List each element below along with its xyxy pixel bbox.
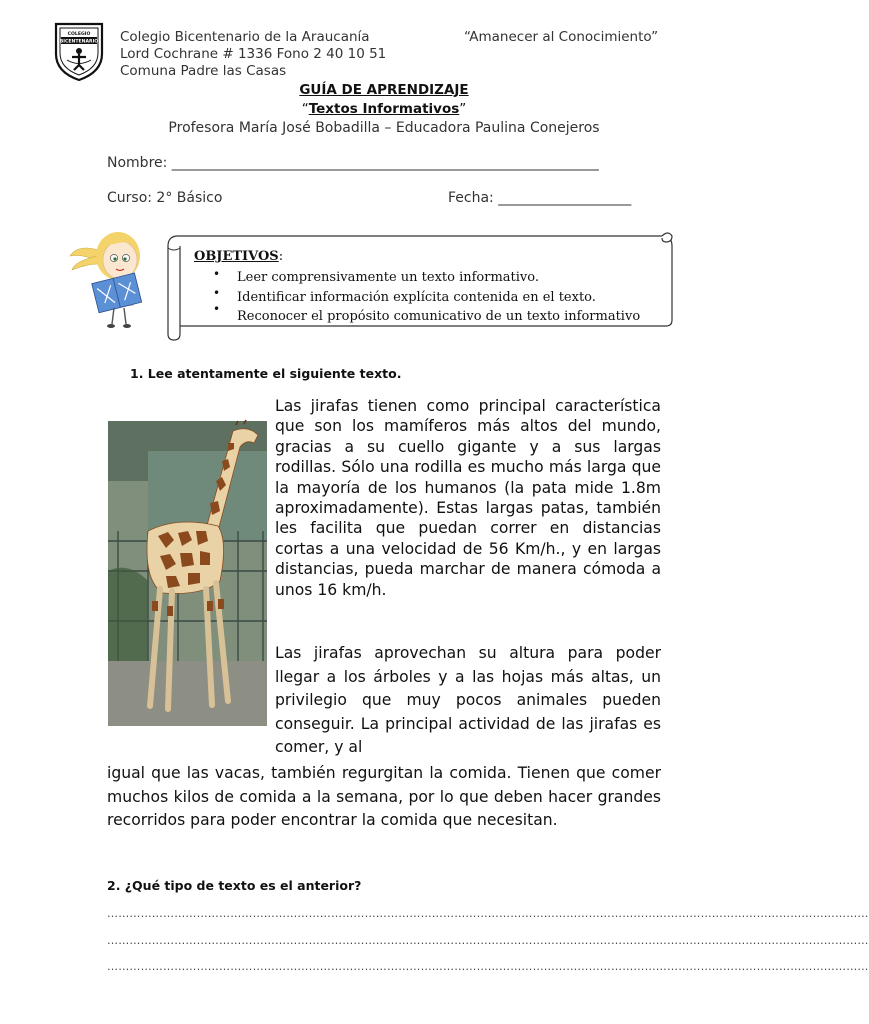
guide-subtitle: Textos Informativos <box>308 101 460 117</box>
question-2: 2. ¿Qué tipo de texto es el anterior? <box>107 878 362 893</box>
text-paragraph-1: Las jirafas tienen como principal característica que son los mamíferos más altos del mundo, gracias a su cuello gigante y a sus largas rodillas. Sólo una rodilla es mucho más larga que la mayoría de los humanos (la pata mide 1.8m aproximadamente). Estas largas patas, también les facilita que puedan correr en distancias cortas a una velocidad de 56 Km/h., y en largas distancias, pueda marchar de manera cómoda a unos 16 km/h. <box>275 397 661 599</box>
close-quote: ” <box>459 101 467 117</box>
open-quote: “ <box>301 101 309 117</box>
objectives-title: OBJETIVOS: <box>194 249 284 264</box>
giraffe-photo <box>108 421 267 726</box>
bullet-icon: • <box>213 302 221 316</box>
bullet-icon: • <box>213 286 221 300</box>
name-field[interactable]: Nombre: _____________________________________________________________ <box>107 155 599 171</box>
objectives-scroll-banner <box>162 228 676 344</box>
objective-item: Identificar información explícita contenida en el texto. <box>237 290 596 305</box>
objective-item: Reconocer el propósito comunicativo de un texto informativo <box>237 309 641 324</box>
guide-subtitle-line <box>0 101 768 117</box>
question-1: 1. Lee atentamente el siguiente texto. <box>130 366 402 381</box>
text-paragraph-3: igual que las vacas, también regurgitan la comida. Tienen que comer muchos kilos de comida a la semana, por lo que deben hacer grandes recorridos para poder encontrar la comida que necesitan. <box>107 764 661 829</box>
svg-text:COLEGIO: COLEGIO <box>67 32 91 37</box>
girl-reading-illustration <box>68 226 162 330</box>
answer-line[interactable]: …………………………………………………………………………………………………………………………………………………………………………………… <box>107 934 869 947</box>
school-address: Lord Cochrane # 1336 Fono 2 40 10 51 <box>120 46 387 62</box>
guide-title: GUÍA DE APRENDIZAJE <box>299 82 469 98</box>
school-motto: “Amanecer al Conocimiento” <box>464 29 659 45</box>
bullet-icon: • <box>213 267 221 281</box>
date-field[interactable]: Fecha: ___________________ <box>448 190 632 206</box>
answer-line[interactable]: …………………………………………………………………………………………………………………………………………………………………………………… <box>107 960 869 973</box>
teachers-line: Profesora María José Bobadilla – Educadora Paulina Conejeros <box>168 120 600 136</box>
course-label: Curso: 2° Básico <box>107 190 223 206</box>
svg-text:BICENTENARIO: BICENTENARIO <box>59 39 99 45</box>
school-crest-logo <box>53 20 105 82</box>
school-commune: Comuna Padre las Casas <box>120 63 287 79</box>
answer-line[interactable]: …………………………………………………………………………………………………………………………………………………………………………………… <box>107 907 869 920</box>
text-paragraph-2: Las jirafas aprovechan su altura para poder llegar a los árboles y a las hojas más altas, un privilegio que muy pocos animales pueden conseguir. La principal actividad de las jirafas es comer, y al <box>275 644 661 756</box>
objective-item: Leer comprensivamente un texto informativo. <box>237 270 539 285</box>
school-name: Colegio Bicentenario de la Araucanía <box>120 29 370 45</box>
